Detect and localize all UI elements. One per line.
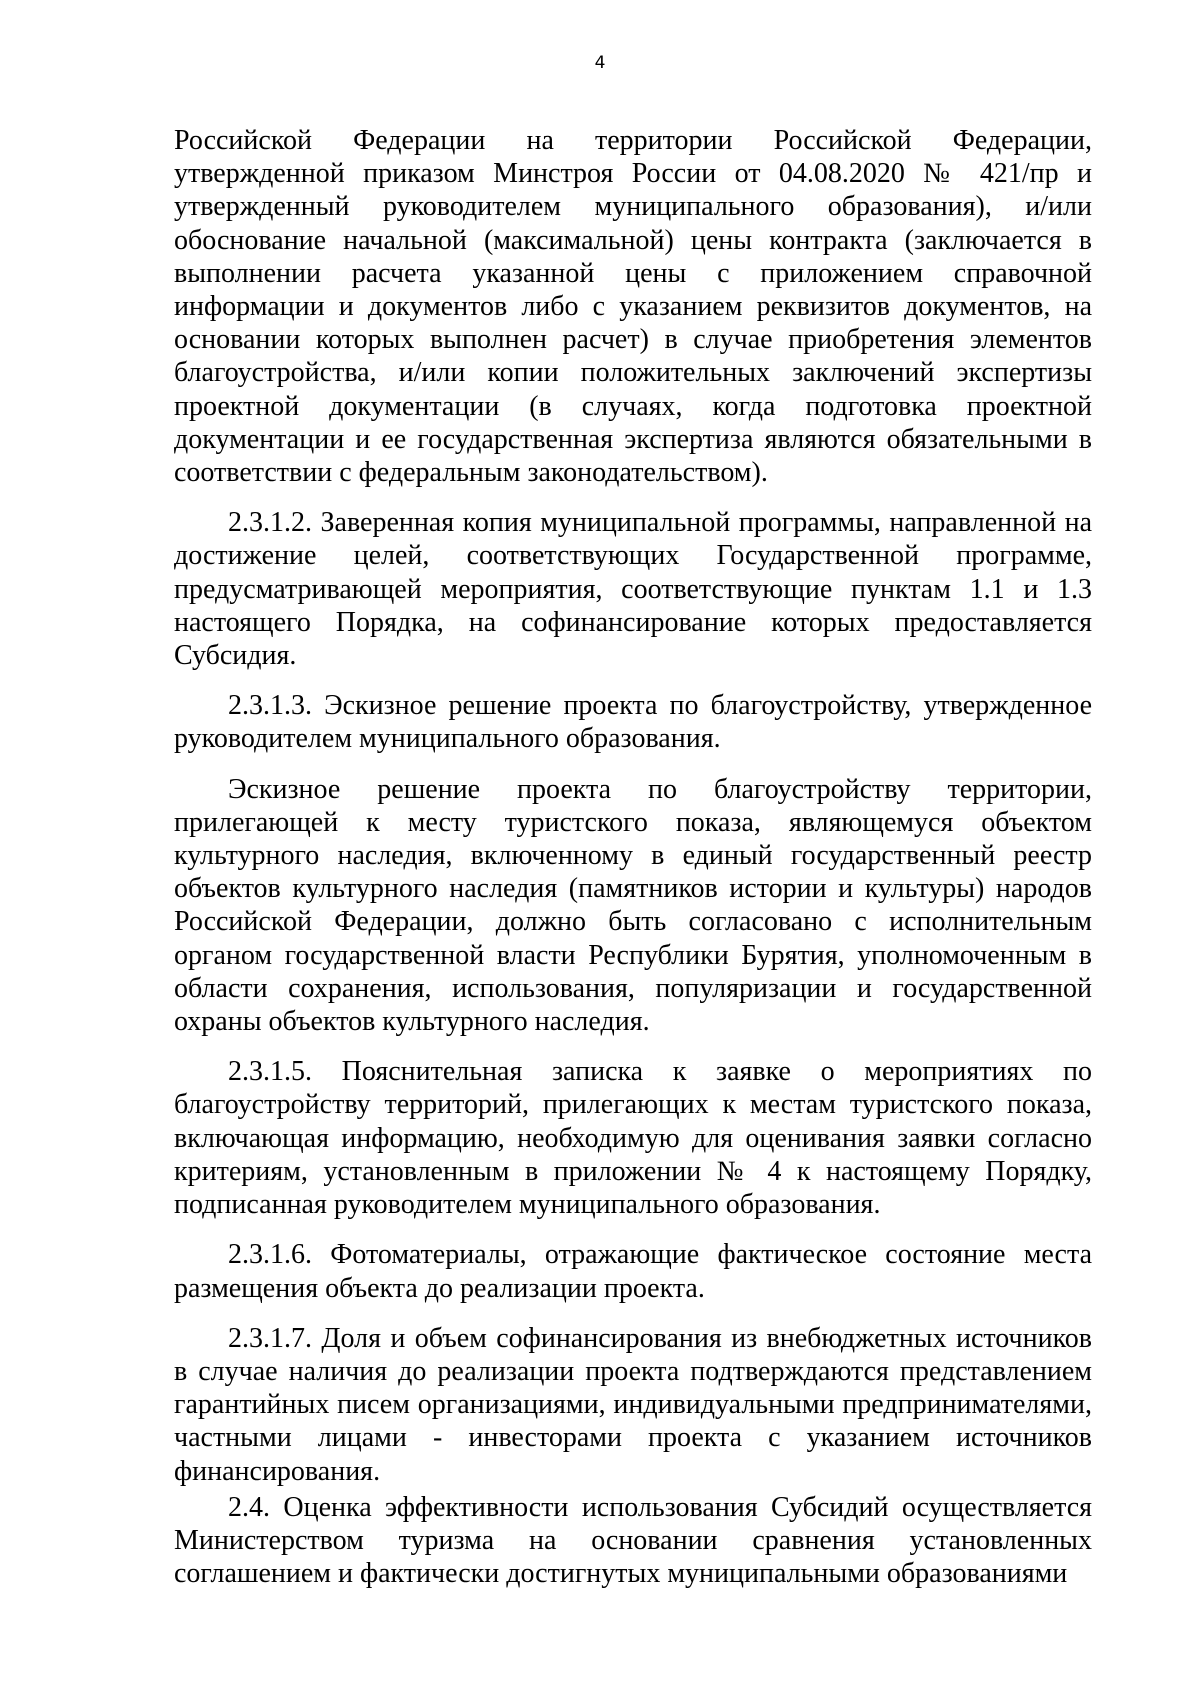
- paragraph-2-3-1-2: 2.3.1.2. Заверенная копия муниципальной программы, направленной на достижение целей, соответствующих Государственной программе, предусматривающей мероприятия, соответствующие пунктам 1.1 и 1.3 настоящего Порядка, на софинансирование которых предоставляется Субсидия.: [174, 507, 1092, 672]
- paragraph-2-3-1-5: 2.3.1.5. Пояснительная записка к заявке о мероприятиях по благоустройству территорий, прилегающих к местам туристского показа, включающая информацию, необходимую для оценивания заявки согласно критериям, установленным в приложении № 4 к настоящему Порядку, подписанная руководителем муниципального образования.: [174, 1056, 1092, 1221]
- paragraph-2-4: 2.4. Оценка эффективности использования Субсидий осуществляется Министерством туризма на основании сравнения установленных соглашением и фактически достигнутых муниципальными образованиями: [174, 1491, 1092, 1590]
- paragraph-sketch-approval: Эскизное решение проекта по благоустройству территории, прилегающей к месту туристского показа, являющемуся объектом культурного наследия, включенному в единый государственный реестр объектов культурного наследия (памятников истории и культуры) народов Российской Федерации, должно быть согласовано с исполнительным органом государственной власти Республики Бурятия, уполномоченным в области сохранения, использования, популяризации и государственной охраны объектов культурного наследия.: [174, 773, 1092, 1038]
- paragraph-2-3-1-7: 2.3.1.7. Доля и объем софинансирования из внебюджетных источников в случае наличия до реализации проекта подтверждаются представлением гарантийных писем организациями, индивидуальными предпринимателями, частными лицами - инвесторами проекта с указанием источников финансирования.: [174, 1322, 1092, 1487]
- document-body: [174, 124, 1092, 1590]
- page-number: 4: [594, 53, 606, 73]
- paragraph-continuation: Российской Федерации на территории Российской Федерации, утвержденной приказом Минстроя России от 04.08.2020 № 421/пр и утвержденный руководителем муниципального образования), и/или обоснование начальной (максимальной) цены контракта (заключается в выполнении расчета указанной цены с приложением справочной информации и документов либо с указанием реквизитов документов, на основании которых выполнен расчет) в случае приобретения элементов благоустройства, и/или копии положительных заключений экспертизы проектной документации (в случаях, когда подготовка проектной документации и ее государственная экспертиза являются обязательными в соответствии с федеральным законодательством).: [174, 125, 1092, 489]
- paragraph-2-3-1-6: 2.3.1.6. Фотоматериалы, отражающие фактическое состояние места размещения объекта до реализации проекта.: [174, 1239, 1092, 1304]
- paragraph-2-3-1-3: 2.3.1.3. Эскизное решение проекта по благоустройству, утвержденное руководителем муниципального образования.: [174, 690, 1092, 755]
